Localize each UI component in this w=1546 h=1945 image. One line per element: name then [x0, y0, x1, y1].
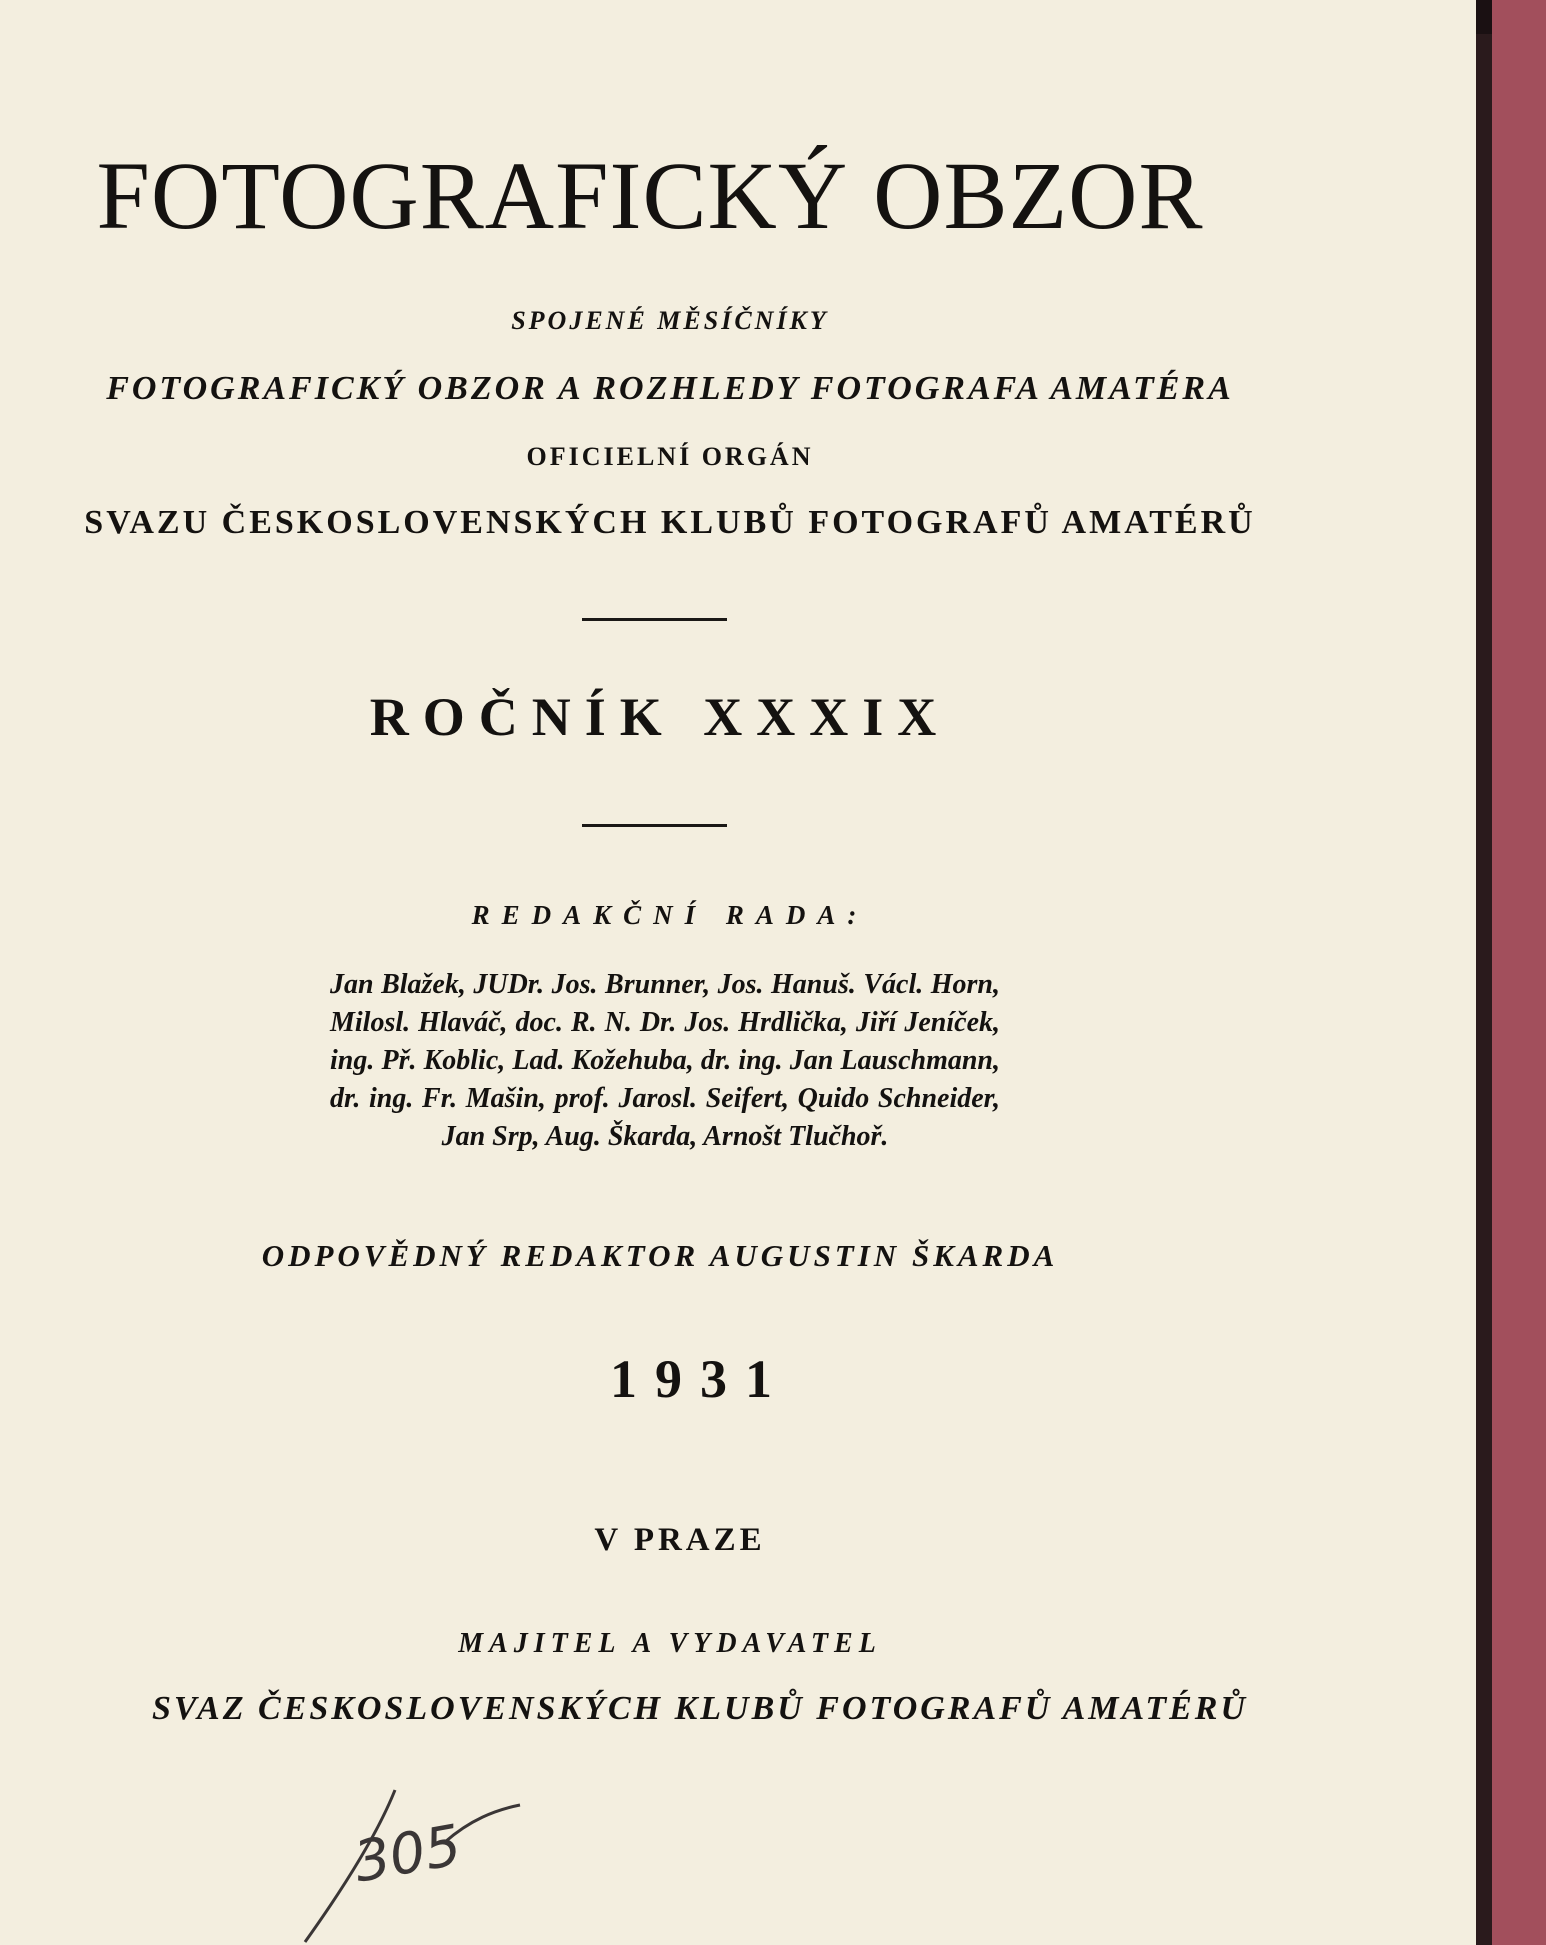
subtitle-journal-names: FOTOGRAFICKÝ OBZOR A ROZHLEDY FOTOGRAFA AMATÉRA [106, 370, 1234, 407]
publisher-heading: MAJITEL A VYDAVATEL [458, 1628, 882, 1659]
divider-top [582, 618, 727, 621]
publisher-name: SVAZ ČESKOSLOVENSKÝCH KLUBŮ FOTOGRAFŮ AMATÉRŮ [151, 1690, 1249, 1727]
handwritten-mark [295, 1780, 535, 1945]
subtitle-merged-monthlies: SPOJENÉ MĚSÍČNÍKY [511, 306, 829, 335]
subtitle-union-name: SVAZU ČESKOSLOVENSKÝCH KLUBŮ FOTOGRAFŮ AMATÉRŮ [84, 504, 1256, 541]
publication-year: 1931 [610, 1349, 790, 1409]
responsible-editor: ODPOVĚDNÝ REDAKTOR AUGUSTIN ŠKARDA [261, 1238, 1059, 1273]
editorial-board-heading: REDAKČNÍ RADA: [471, 900, 869, 930]
subtitle-official-organ: OFICIELNÍ ORGÁN [526, 442, 814, 471]
book-cover [1492, 0, 1546, 1945]
volume-number: ROČNÍK XXXIX [369, 687, 951, 747]
divider-bottom [582, 824, 727, 827]
handwritten-number: 305 [349, 1812, 466, 1896]
publication-place: V PRAZE [594, 1522, 766, 1558]
journal-title: FOTOGRAFICKÝ OBZOR [96, 142, 1204, 249]
editorial-board-members: Jan Blažek, JUDr. Jos. Brunner, Jos. Hanuš. Václ. Horn, Milosl. Hlaváč, doc. R. N. Dr. Jos. Hrdlička, Jiří Jeníček, ing. Př. Koblic, Lad. Kožehuba, dr. ing. Jan Lauschmann, dr. ing. Fr. Mašin, prof. Jarosl. Seifert, Quido Schneider, Jan Srp, Aug. Škarda, Arnošt Tlučhoř. [330, 969, 1000, 1152]
book-page-edge [1476, 0, 1492, 1945]
